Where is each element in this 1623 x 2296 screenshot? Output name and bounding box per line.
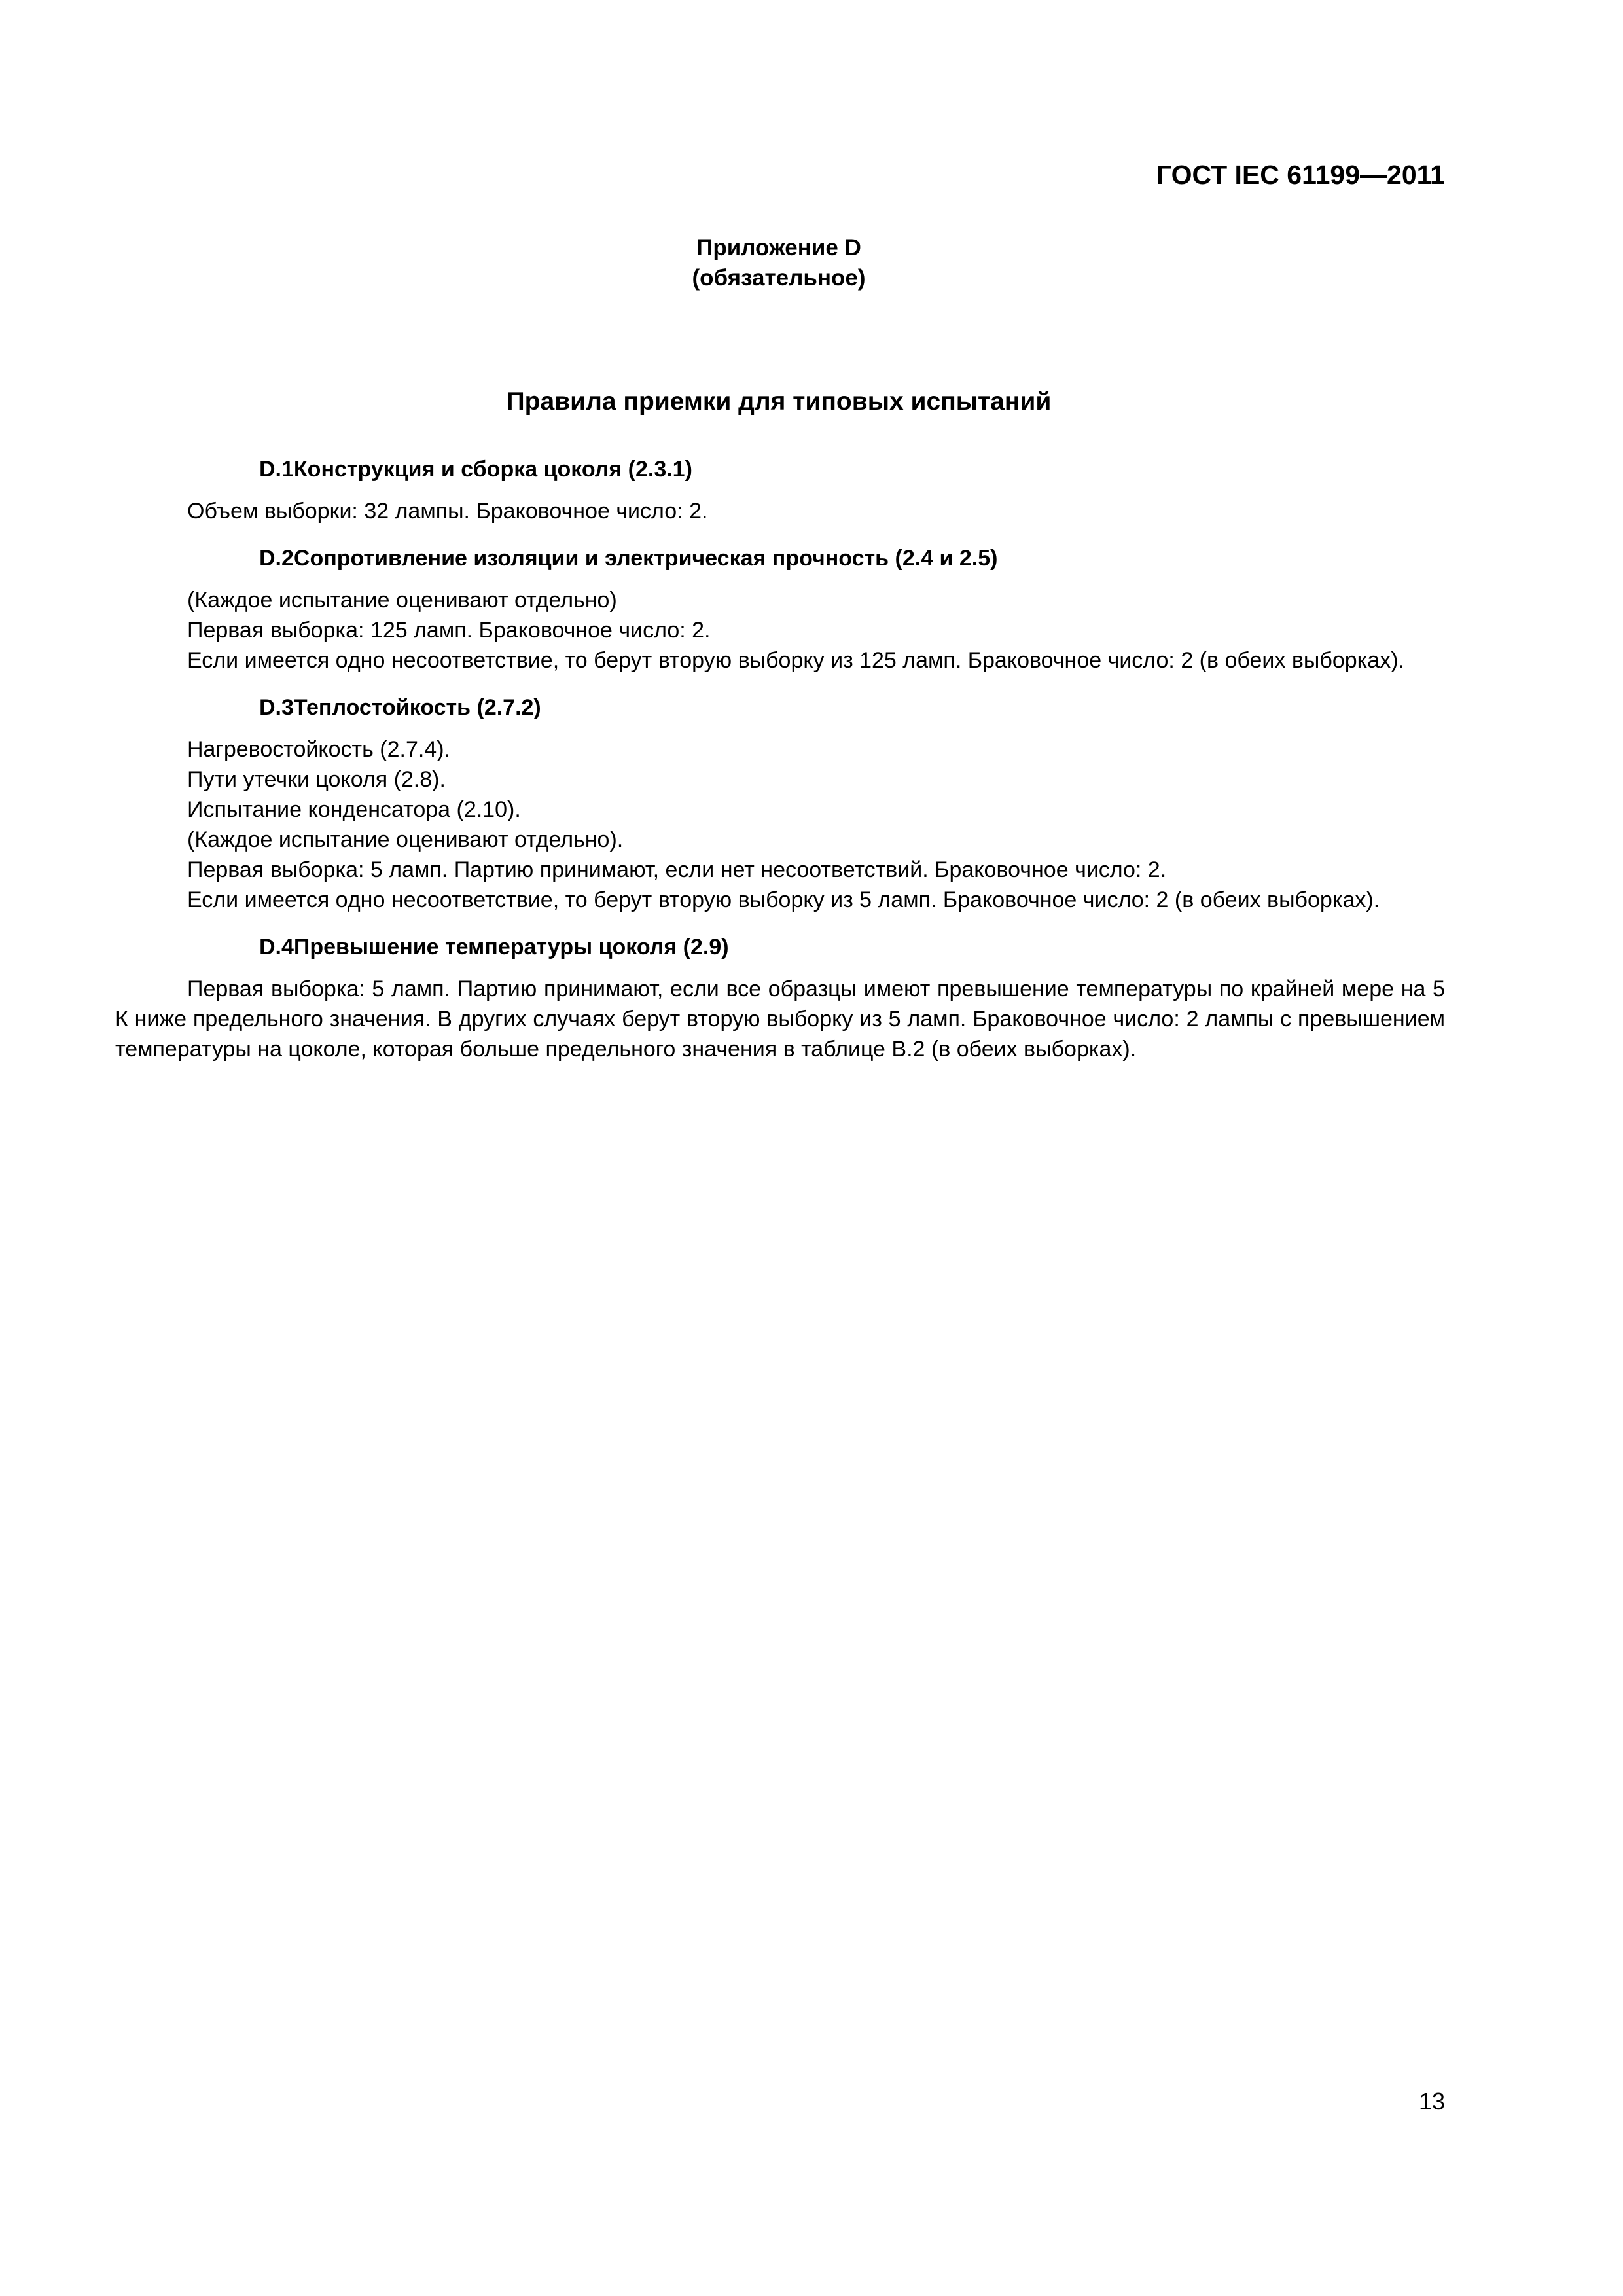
paragraph: (Каждое испытание оценивают отдельно). <box>187 827 624 852</box>
section-d2 <box>115 543 1445 675</box>
section-body <box>115 496 1445 526</box>
annex-label-block <box>0 233 1558 293</box>
paragraph: Если имеется одно несоответствие, то берут вторую выборку из 5 ламп. Браковочное число: 2 (в обеих выборках). <box>187 888 1380 912</box>
paragraph: (Каждое испытание оценивают отдельно) <box>187 588 617 613</box>
section-number: D.1 <box>259 457 294 482</box>
annex-label: Приложение D <box>696 235 861 260</box>
section-heading <box>115 543 1445 573</box>
paragraph: Если имеется одно несоответствие, то берут вторую выборку из 125 ламп. Браковочное число: 2 (в обеих выборках). <box>187 648 1404 673</box>
section-number: D.4 <box>259 935 294 960</box>
section-heading <box>115 454 1445 484</box>
paragraph: Нагревостойкость (2.7.4). <box>187 737 450 762</box>
paragraph: Пути утечки цоколя (2.8). <box>187 767 446 792</box>
paragraph: Объем выборки: 32 лампы. Браковочное число: 2. <box>187 499 708 524</box>
page-number: 13 <box>1418 2088 1445 2115</box>
section-d1 <box>115 454 1445 526</box>
section-body <box>115 734 1445 915</box>
section-number: D.3 <box>259 695 294 720</box>
section-title: Сопротивление изоляции и электрическая прочность (2.4 и 2.5) <box>293 546 998 571</box>
annex-title: Правила приемки для типовых испытаний <box>506 387 1052 416</box>
section-body <box>115 585 1445 675</box>
section-d3 <box>115 692 1445 915</box>
section-title: Теплостойкость (2.7.2) <box>293 695 541 720</box>
standard-designation: ГОСТ IEC 61199—2011 <box>1156 160 1445 190</box>
section-title: Конструкция и сборка цоколя (2.3.1) <box>293 457 692 482</box>
section-heading <box>115 932 1445 962</box>
section-d4 <box>115 932 1445 1064</box>
paragraph: Первая выборка: 5 ламп. Партию принимают, если все образцы имеют превышение температуры по крайней мере на 5 К ниже предельного значения. В других случаях берут вторую выборку из 5 ламп. Браковочное число: 2 лампы с превышением температуры на цоколе, которая больше предельного значения в таблице В.2 (в обеих выборках). <box>115 977 1445 1062</box>
section-heading <box>115 692 1445 723</box>
annex-status: (обязательное) <box>692 265 866 291</box>
paragraph: Испытание конденсатора (2.10). <box>187 797 521 822</box>
section-number: D.2 <box>259 546 294 571</box>
section-body <box>115 974 1445 1064</box>
section-title: Превышение температуры цоколя (2.9) <box>293 935 729 960</box>
document-body <box>115 454 1445 1081</box>
paragraph: Первая выборка: 125 ламп. Браковочное число: 2. <box>187 618 711 643</box>
paragraph: Первая выборка: 5 ламп. Партию принимают, если нет несоответствий. Браковочное число: 2. <box>187 857 1167 882</box>
